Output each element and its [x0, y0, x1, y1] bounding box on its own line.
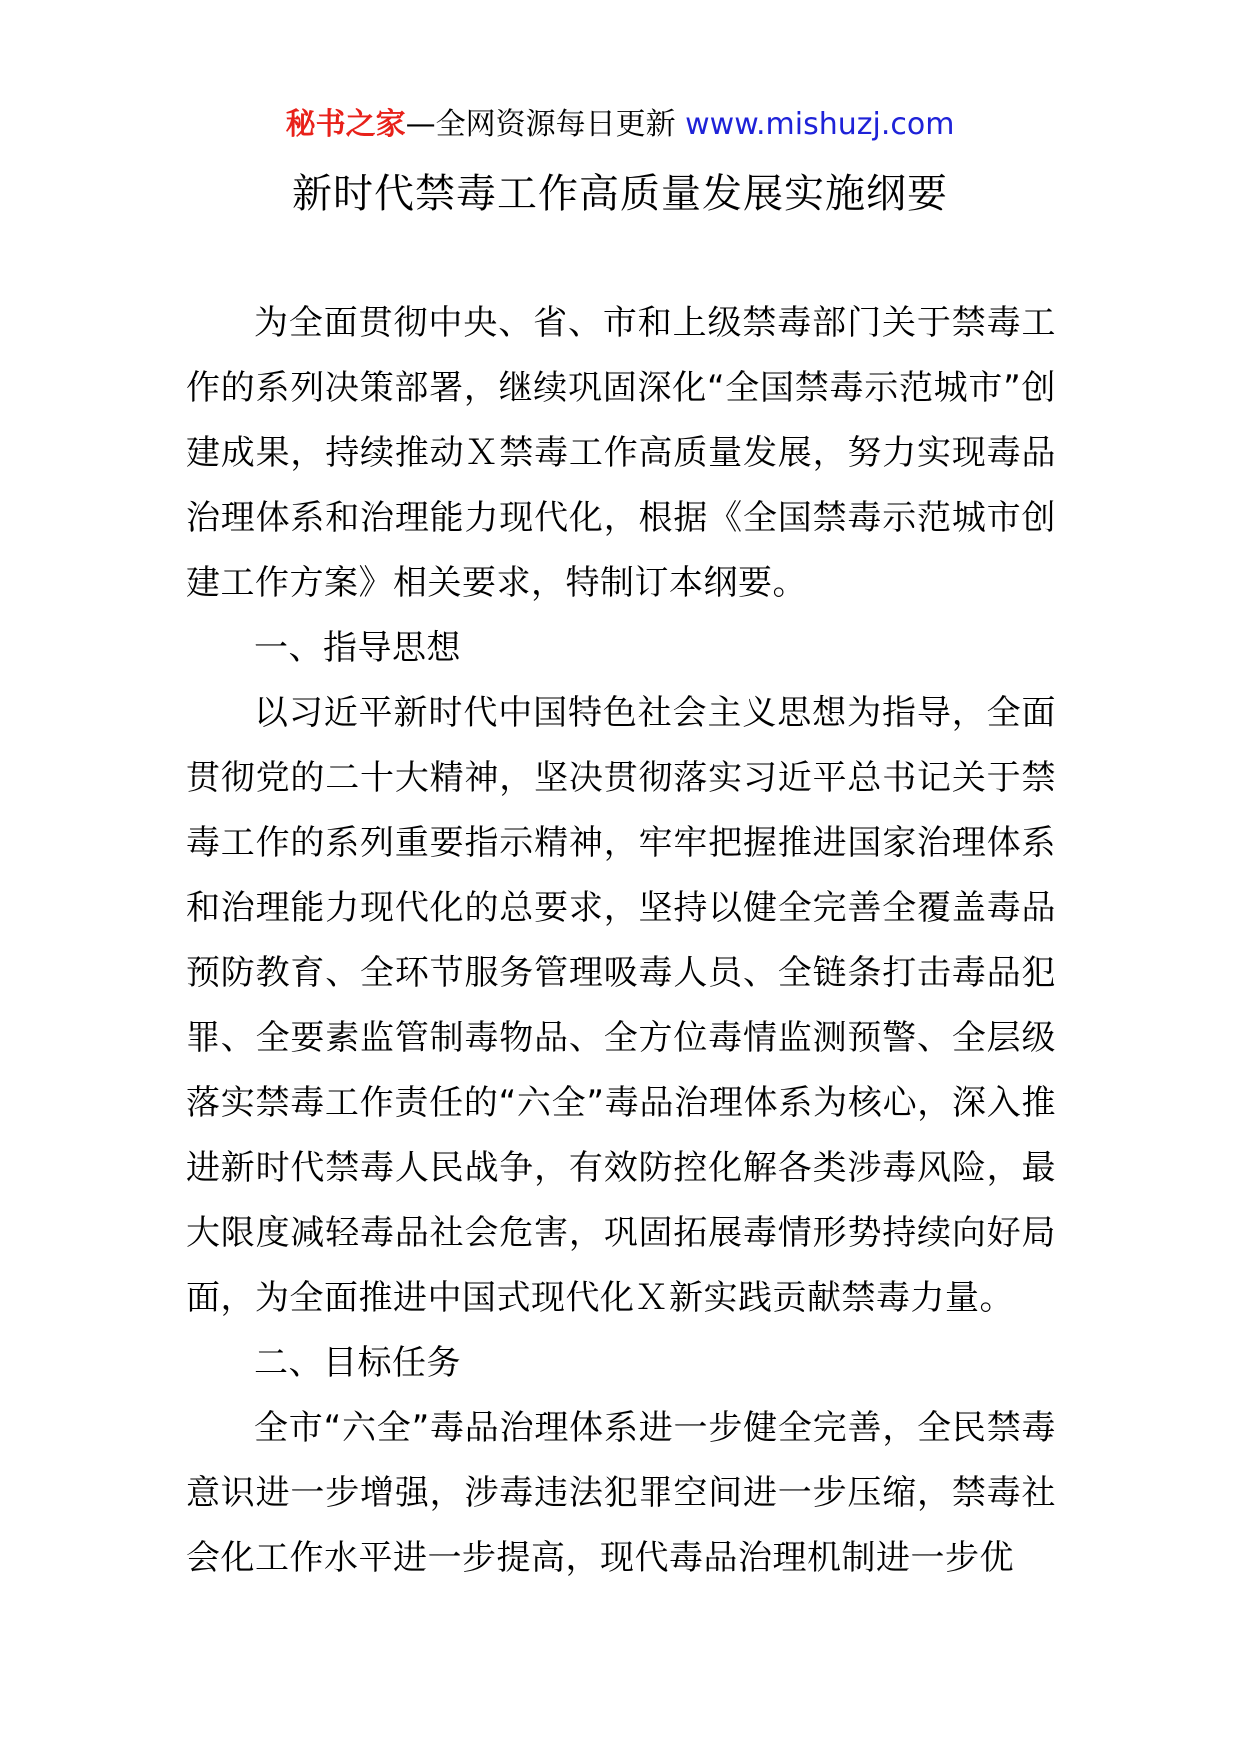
document-title: 新时代禁毒工作高质量发展实施纲要	[292, 171, 948, 217]
site-header	[0, 103, 1240, 147]
brand-name: 秘书之家	[285, 107, 406, 142]
header-slogan: —全网资源每日更新	[405, 107, 676, 142]
goals-tasks-paragraph: 全市“六全”毒品治理体系进一步健全完善，全民禁毒意识进一步增强，涉毒违法犯罪空间进一步压缩，禁毒社会化工作水平进一步提高，现代毒品治理机制进一步优	[186, 1408, 1056, 1578]
intro-paragraph: 为全面贯彻中央、省、市和上级禁毒部门关于禁毒工作的系列决策部署，继续巩固深化“全国禁毒示范城市”创建成果，持续推动Ｘ禁毒工作高质量发展，努力实现毒品治理体系和治理能力现代化，根据《全国禁毒示范城市创建工作方案》相关要求，特制订本纲要。	[186, 303, 1056, 603]
section-heading-guiding-ideology: 一、指导思想	[254, 628, 461, 668]
section-heading-goals-tasks: 二、目标任务	[254, 1343, 461, 1383]
guiding-ideology-paragraph: 以习近平新时代中国特色社会主义思想为指导，全面贯彻党的二十大精神，坚决贯彻落实习近平总书记关于禁毒工作的系列重要指示精神，牢牢把握推进国家治理体系和治理能力现代化的总要求，坚持以健全完善全覆盖毒品预防教育、全环节服务管理吸毒人员、全链条打击毒品犯罪、全要素监管制毒物品、全方位毒情监测预警、全层级落实禁毒工作责任的“六全”毒品治理体系为核心，深入推进新时代禁毒人民战争，有效防控化解各类涉毒风险，最大限度减轻毒品社会危害，巩固拓展毒情形势持续向好局面，为全面推进中国式现代化Ｘ新实践贡献禁毒力量。	[186, 693, 1056, 1318]
site-url-link[interactable]: www.mishuzj.com	[685, 107, 955, 142]
document-body	[186, 291, 1056, 1591]
